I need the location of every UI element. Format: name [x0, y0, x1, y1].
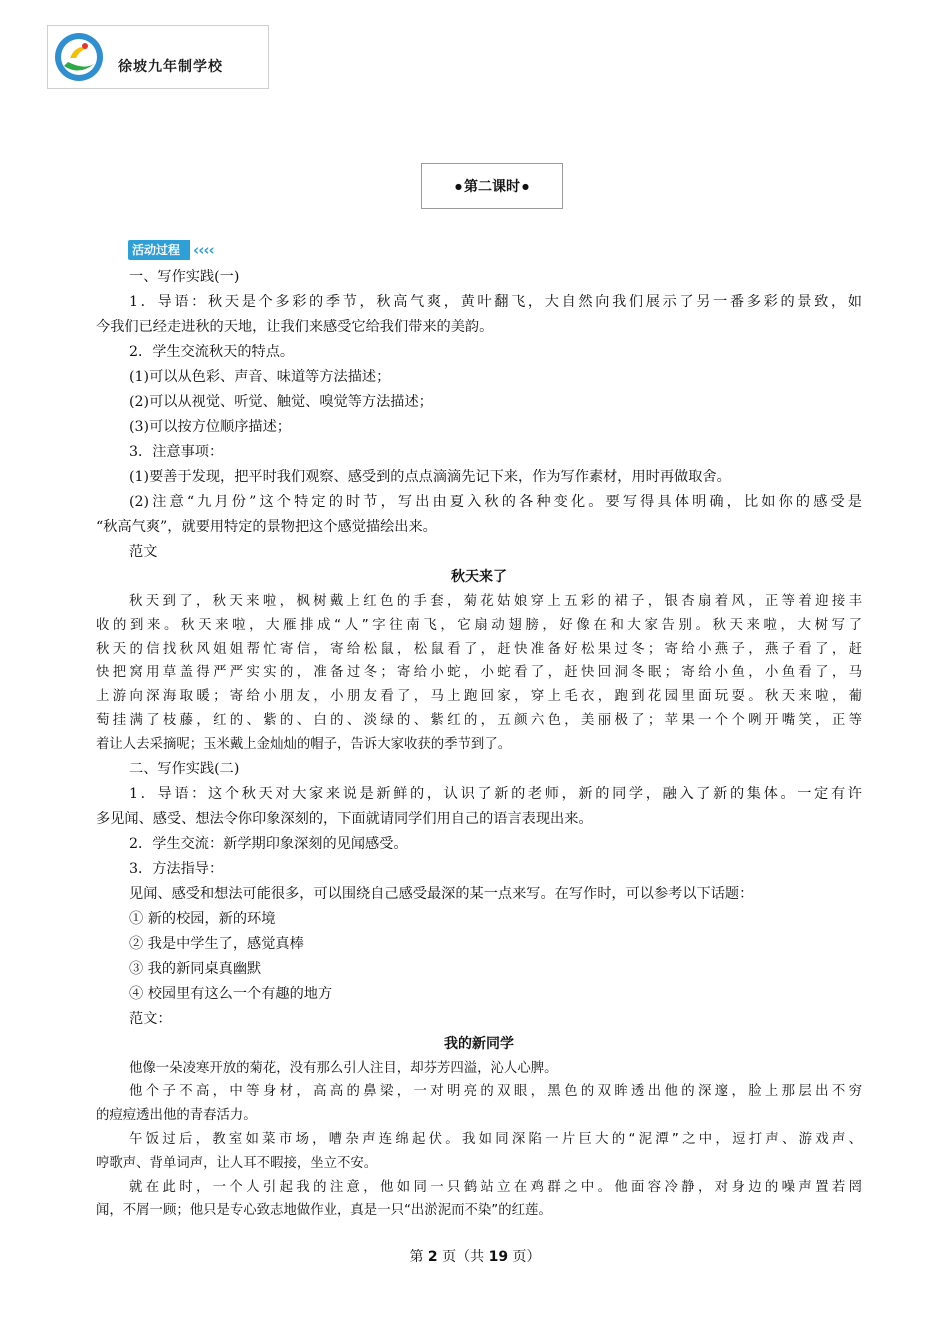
text-line: 3．方法指导：	[129, 860, 224, 877]
text-line: 二、写作实践(二)	[129, 760, 240, 777]
text-line: (2)可以从视觉、听觉、触觉、嗅觉等方法描述；	[129, 394, 433, 410]
text-line: 范文：	[129, 1010, 172, 1027]
section-tag	[128, 240, 214, 260]
text-line: 他个子不高，中等身材，高高的鼻梁，一对明亮的双眼，黑色的双眸透出他的深邃，脸上那层出不穷	[129, 1084, 862, 1100]
text-line: 见闻、感受和想法可能很多，可以围绕自己感受最深的某一点来写。在写作时，可以参考以下话题：	[129, 885, 754, 902]
text-line: 萄挂满了枝藤，红的、紫的、白的、淡绿的、紫红的，五颜六色，美丽极了；苹果一个个咧开嘴笑，正等	[96, 712, 862, 728]
text-line: 1．导语：这个秋天对大家来说是新鲜的，认识了新的老师，新的同学，融入了新的集体。一定有许	[129, 785, 862, 802]
text-line: 2．学生交流：新学期印象深刻的见闻感受。	[129, 835, 408, 852]
page-footer: 第 2 页（共 19 页）	[409, 1249, 541, 1265]
text-line: ① 新的校园，新的环境	[129, 910, 276, 927]
text-line: ③ 我的新同桌真幽默	[129, 960, 262, 977]
writing-practice-1	[96, 265, 862, 565]
text-line: 他像一朵凌寒开放的菊花，没有那么引人注目，却芬芳四溢，沁人心脾。	[129, 1060, 558, 1076]
text-line: 就在此时，一个人引起我的注意，他如同一只鹤站立在鸡群之中。他面容冷静，对身边的噪声置若罔	[129, 1179, 862, 1195]
text-line: 今我们已经走进秋的天地，让我们来感受它给我们带来的美韵。	[96, 319, 494, 335]
page-number: 2	[427, 1249, 438, 1265]
text-line: 快把窝用草盖得严严实实的，准备过冬；寄给小蛇，小蛇看了，赶快回洞冬眠；寄给小鱼，小鱼看了，马	[96, 665, 862, 681]
essay-title: 我的新同学	[444, 1035, 514, 1052]
section-tag-label: 活动过程	[128, 240, 190, 260]
chevrons-left-icon: ‹‹‹‹	[193, 241, 214, 259]
sample-essay-1	[96, 590, 862, 757]
text-line: 的痘痘透出他的青春活力。	[96, 1108, 257, 1124]
text-line: 1．导语：秋天是个多彩的季节，秋高气爽，黄叶翻飞，大自然向我们展示了另一番多彩的景致，如	[129, 294, 862, 310]
text-line: 闻，不屑一顾；他只是专心致志地做作业，真是一只“出淤泥而不染”的红莲。	[96, 1203, 552, 1219]
text-line: ④ 校园里有这么一个有趣的地方	[129, 985, 333, 1002]
text-line: (1)要善于发现，把平时我们观察、感受到的点点滴滴先记下来，作为写作素材，用时再做取舍。	[129, 469, 731, 485]
text-line: (1)可以从色彩、声音、味道等方法描述；	[129, 369, 391, 385]
document-body	[96, 265, 862, 1223]
lesson-title-box: ● 第二课时 ●	[421, 163, 563, 209]
school-logo-header	[47, 25, 269, 89]
text-line: 多见闻、感受、想法令你印象深刻的，下面就请同学们用自己的语言表现出来。	[96, 810, 593, 827]
text-line: (2)注意“九月份”这个特定的时节，写出由夏入秋的各种变化。要写得具体明确，比如你的感受是	[129, 494, 862, 510]
text-line: 哼歌声、背单词声，让人耳不暇接，坐立不安。	[96, 1155, 378, 1171]
text-line: 午饭过后，教室如菜市场，嘈杂声连绵起伏。我如同深陷一片巨大的“泥潭”之中，逗打声、游戏声、	[129, 1131, 862, 1147]
sample-essay-2	[96, 1057, 862, 1224]
text-line: 2．学生交流秋天的特点。	[129, 344, 295, 360]
text-line: 3．注意事项：	[129, 444, 224, 460]
essay-title: 秋天来了	[451, 569, 507, 585]
text-line: 秋天的信找秋风姐姐帮忙寄信，寄给松鼠，松鼠看了，赶快准备好松果过冬；寄给小燕子，燕子看了，赶	[96, 641, 862, 657]
writing-practice-2	[96, 757, 862, 1032]
school-emblem-icon	[54, 32, 104, 82]
text-line: 上游向深海取暖；寄给小朋友，小朋友看了，马上跑回家，穿上毛衣，跑到花园里面玩耍。秋天来啦，葡	[96, 689, 862, 705]
text-line: 秋天到了，秋天来啦，枫树戴上红色的手套，菊花姑娘穿上五彩的裙子，银杏扇着风，正等着迎接丰	[129, 594, 862, 609]
page-total: 19	[488, 1249, 509, 1265]
text-line: “秋高气爽”，就要用特定的景物把这个感觉描绘出来。	[96, 519, 437, 535]
text-line: 一、写作实践(一)	[129, 269, 240, 285]
text-line: 着让人去采摘呢；玉米戴上金灿灿的帽子，告诉大家收获的季节到了。	[96, 736, 512, 752]
school-name: 徐坡九年制学校	[118, 59, 223, 75]
text-line: 范文	[129, 544, 158, 560]
lesson-title: 第二课时	[464, 179, 520, 195]
text-line: 收的到来。秋天来啦，大雁排成“人”字往南飞，它扇动翅膀，好像在和大家告别。秋天来啦，大树写了	[96, 617, 862, 633]
text-line: ② 我是中学生了，感觉真棒	[129, 935, 304, 952]
text-line: (3)可以按方位顺序描述；	[129, 419, 291, 435]
